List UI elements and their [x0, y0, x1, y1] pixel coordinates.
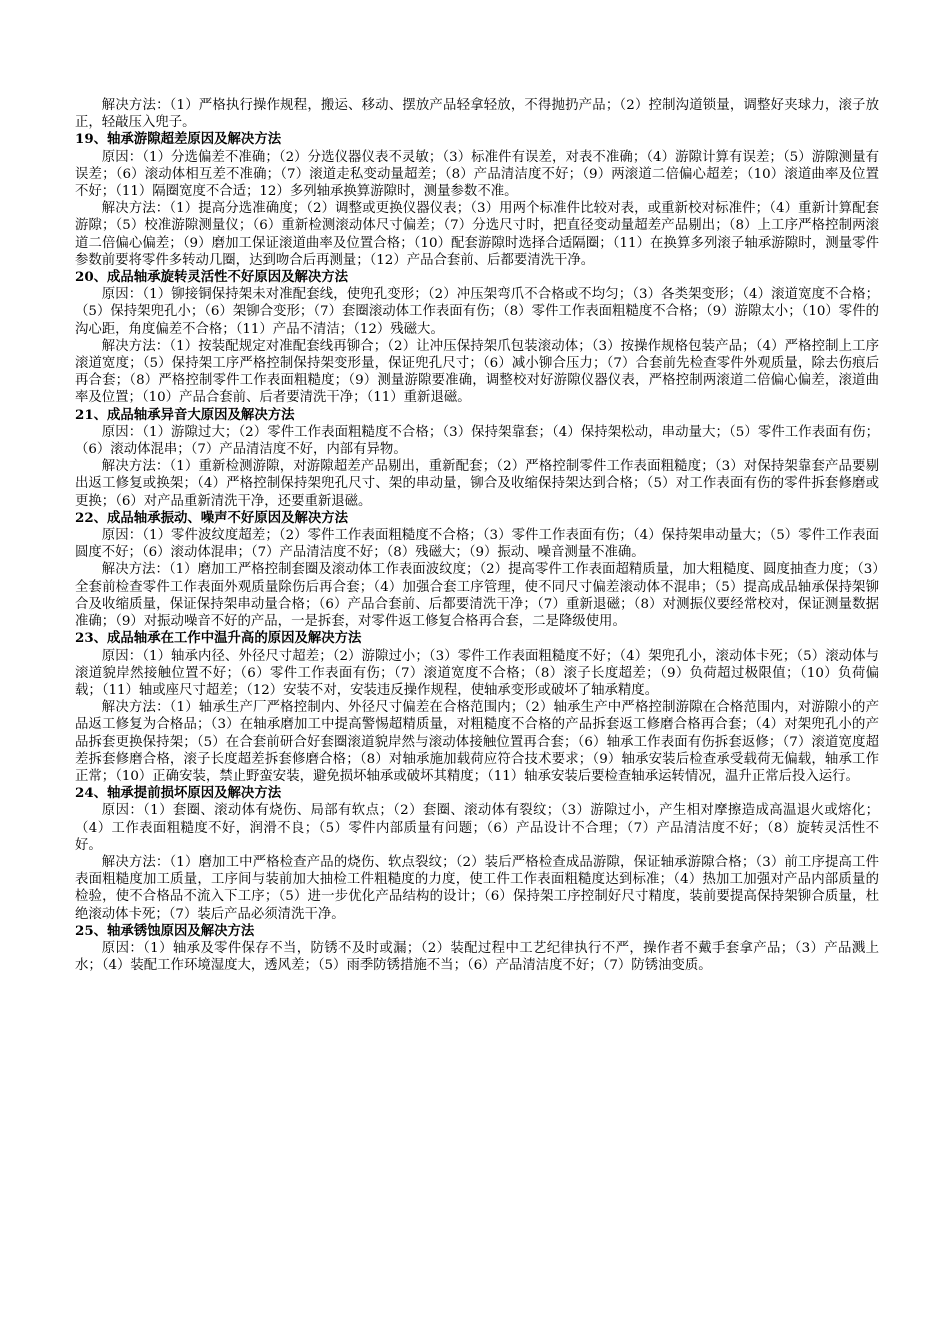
paragraph-cause-25: 原因：（1）轴承及零件保存不当，防锈不及时或漏；（2）装配过程中工艺纪律执行不严，操作者不戴手套拿产品；（3）产品溅上水；（4）装配工作环境湿度大，透风差；（5）雨季防锈措施不当；（6）产品清洁度不好；（7）防锈油变质。 — [75, 940, 879, 974]
document-page — [75, 97, 879, 974]
section-heading-20: 20、成品轴承旋转灵活性不好原因及解决方法 — [75, 269, 349, 286]
section-heading-23: 23、成品轴承在工作中温升高的原因及解决方法 — [75, 630, 362, 647]
paragraph-cause-20: 原因：（1）铆接铜保持架未对准配套线，使兜孔变形；（2）冲压架弯爪不合格或不均匀；（3）各类架变形；（4）滚道宽度不合格；（5）保持架兜孔小；（6）架铆合变形；（7）套圈滚动体工作表面有伤；（8）零件工作表面粗糙度不合格；（9）游隙太小；（10）零件的沟心距，角度偏差不合格；（11）产品不清洁；（12）残磁大。 — [75, 287, 879, 337]
paragraph-solution-22: 解决方法：（1）磨加工严格控制套圈及滚动体工作表面波纹度；（2）提高零件工作表面超精质量，加大粗糙度、圆度抽查力度；（3）全套前检查零件工作表面外观质量除伤后再合套；（4）加强合套工序管理，使不同尺寸偏差滚动体不混串；（5）提高成品轴承保持架铆合及收缩质量，保证保持架串动量合格；（6）产品合套前、后都要清洗干净；（7）重新退磁；（8）对测振仪要经常校对，保证测量数据准确；（9）对振动噪音不好的产品，一是拆套，对零件返工修复合格再合套，二是降级使用。 — [75, 562, 879, 630]
paragraph-cause-24: 原因：（1）套圈、滚动体有烧伤、局部有软点；（2）套圈、滚动体有裂纹；（3）游隙过小，产生相对摩擦造成高温退火或熔化；（4）工作表面粗糙度不好，润滑不良；（5）零件内部质量有问题；（6）产品设计不合理；（7）产品清洁度不好；（8）旋转灵活性不好。 — [75, 803, 879, 853]
paragraph-cause-21: 原因：（1）游隙过大；（2）零件工作表面粗糙度不合格；（3）保持架靠套；（4）保持架松动，串动量大；（5）零件工作表面有伤；（6）滚动体混串；（7）产品清洁度不好，内部有异物。 — [75, 424, 879, 458]
paragraph-solution-21: 解决方法：（1）重新检测游隙，对游隙超差产品剔出，重新配套；（2）严格控制零件工作表面粗糙度；（3）对保持架靠套产品要剔出返工修复或换架；（4）严格控制保持架兜孔尺寸、架的串动量，铆合及收缩保持架达到合格；（5）对工作表面有伤的零件拆套修磨或更换；（6）对产品重新清洗干净，还要重新退磁。 — [75, 459, 879, 509]
paragraph-cause-19: 原因：（1）分选偏差不准确；（2）分选仪器仪表不灵敏；（3）标准件有误差，对表不准确；（4）游隙计算有误差；（5）游隙测量有误差；（6）滚动体相互差不准确；（7）滚道走私变动量超差；（8）产品清洁度不好；（9）两滚道二倍偏心超差；（10）滚道曲率及位置不好；（11）隔圈宽度不合适；12）多列轴承换算游隙时，测量参数不准。 — [75, 149, 879, 200]
paragraph-solution-18: 解决方法：（1）严格执行操作规程，搬运、移动、摆放产品轻拿轻放，不得抛扔产品；（2）控制沟道锁量，调整好夹球力，滚子放正，轻敲压入兜子。 — [75, 98, 879, 131]
paragraph-cause-23: 原因：（1）轴承内径、外径尺寸超差；（2）游隙过小；（3）零件工作表面粗糙度不好；（4）架兜孔小，滚动体卡死；（5）滚动体与滚道貌岸然接触位置不好；（6）零件工作表面有伤；（7）滚道宽度不合格；（8）滚子长度超差；（9）负荷超过极限值；（10）负荷偏载；（11）轴或座尺寸超差；（12）安装不对，安装违反操作规程，使轴承变形或破坏了轴承精度。 — [75, 648, 879, 698]
section-heading-24: 24、轴承提前损坏原因及解决方法 — [75, 785, 282, 802]
paragraph-solution-24: 解决方法：（1）磨加工中严格检查产品的烧伤、软点裂纹；（2）装后严格检查成品游隙，保证轴承游隙合格；（3）前工序提高工件表面粗糙度加工质量，工序间与装前加大抽检工件粗糙度的力度，使工件工作表面粗糙度达到标准；（4）热加工加强对产品内部质量的检验，使不合格品不流入下工序；（5）进一步优化产品结构的设计；（6）保持架工序控制好尺寸精度，装前要提高保持架铆合质量，杜绝滚动体卡死；（7）装后产品必须清洗干净。 — [75, 854, 879, 922]
paragraph-cause-22: 原因：（1）零件波纹度超差；（2）零件工作表面粗糙度不合格；（3）零件工作表面有伤；（4）保持架串动量大；（5）零件工作表面圆度不好；（6）滚动体混串；（7）产品清洁度不好；（8）残磁大；（9）振动、噪音测量不准确。 — [75, 528, 879, 561]
paragraph-solution-23: 解决方法：（1）轴承生产厂严格控制内、外径尺寸偏差在合格范围内；（2）轴承生产中严格控制游隙在合格范围内，对游隙小的产品返工修复为合格品；（3）在轴承磨加工中提高警惕超精质量，对粗糙度不合格的产品拆套返工修磨合格再合套；（4）对架兜孔小的产品拆套更换保持架；（5）在合套前研合好套圈滚道貌岸然与滚动体接触位置再合套；（6）轴承工作表面有伤拆套返修；（7）滚道宽度超差拆套修磨合格，滚子长度超差拆套修磨合格；（8）对轴承施加载荷应符合技术要求；（9）轴承安装后检查承受载荷无偏载，轴承工作正常；（10）正确安装，禁止野蛮安装，避免损坏轴承或破坏其精度；（11）轴承安装后要检查轴承运转情况，温升正常后投入运行。 — [75, 700, 879, 784]
section-heading-22: 22、成品轴承振动、噪声不好原因及解决方法 — [75, 509, 349, 526]
section-heading-19: 19、轴承游隙超差原因及解决方法 — [75, 131, 282, 148]
paragraph-solution-20: 解决方法：（1）按装配规定对准配套线再铆合；（2）让冲压保持架爪包装滚动体；（3）按操作规格包装产品；（4）严格控制上工序滚道宽度；（5）保持架工序严格控制保持架变形量，保证兜孔尺寸；（6）减小铆合压力；（7）合套前先检查零件外观质量，除去伤痕后再合套；（8）严格控制零件工作表面粗糙度；（9）测量游隙要准确，调整校对好游隙仪器仪表，严格控制两滚道二倍偏心偏差，滚道曲率及位置；（10）产品合套前、后者要清洗干净；（11）重新退磁。 — [75, 338, 879, 406]
section-heading-25: 25、轴承锈蚀原因及解决方法 — [75, 922, 255, 939]
paragraph-solution-19: 解决方法：（1）提高分选准确度；（2）调整或更换仪器仪表；（3）用两个标准件比较对表，或重新校对标准件；（4）重新计算配套游隙；（5）校准游隙测量仪；（6）重新检测滚动体尺寸偏差；（7）分选尺寸时，把直径变动量超差产品剔出；（8）上工序严格控制两滚道二倍偏心偏差；（9）磨加工保证滚道曲率及位置合格；（10）配套游隙时选择合适隔圈；（11）在换算多列滚子轴承游隙时，测量零件参数前要将零件多转动几圈，达到吻合后再测量；（12）产品合套前、后都要清洗干净。 — [75, 201, 879, 268]
section-heading-21: 21、成品轴承异音大原因及解决方法 — [75, 406, 295, 423]
